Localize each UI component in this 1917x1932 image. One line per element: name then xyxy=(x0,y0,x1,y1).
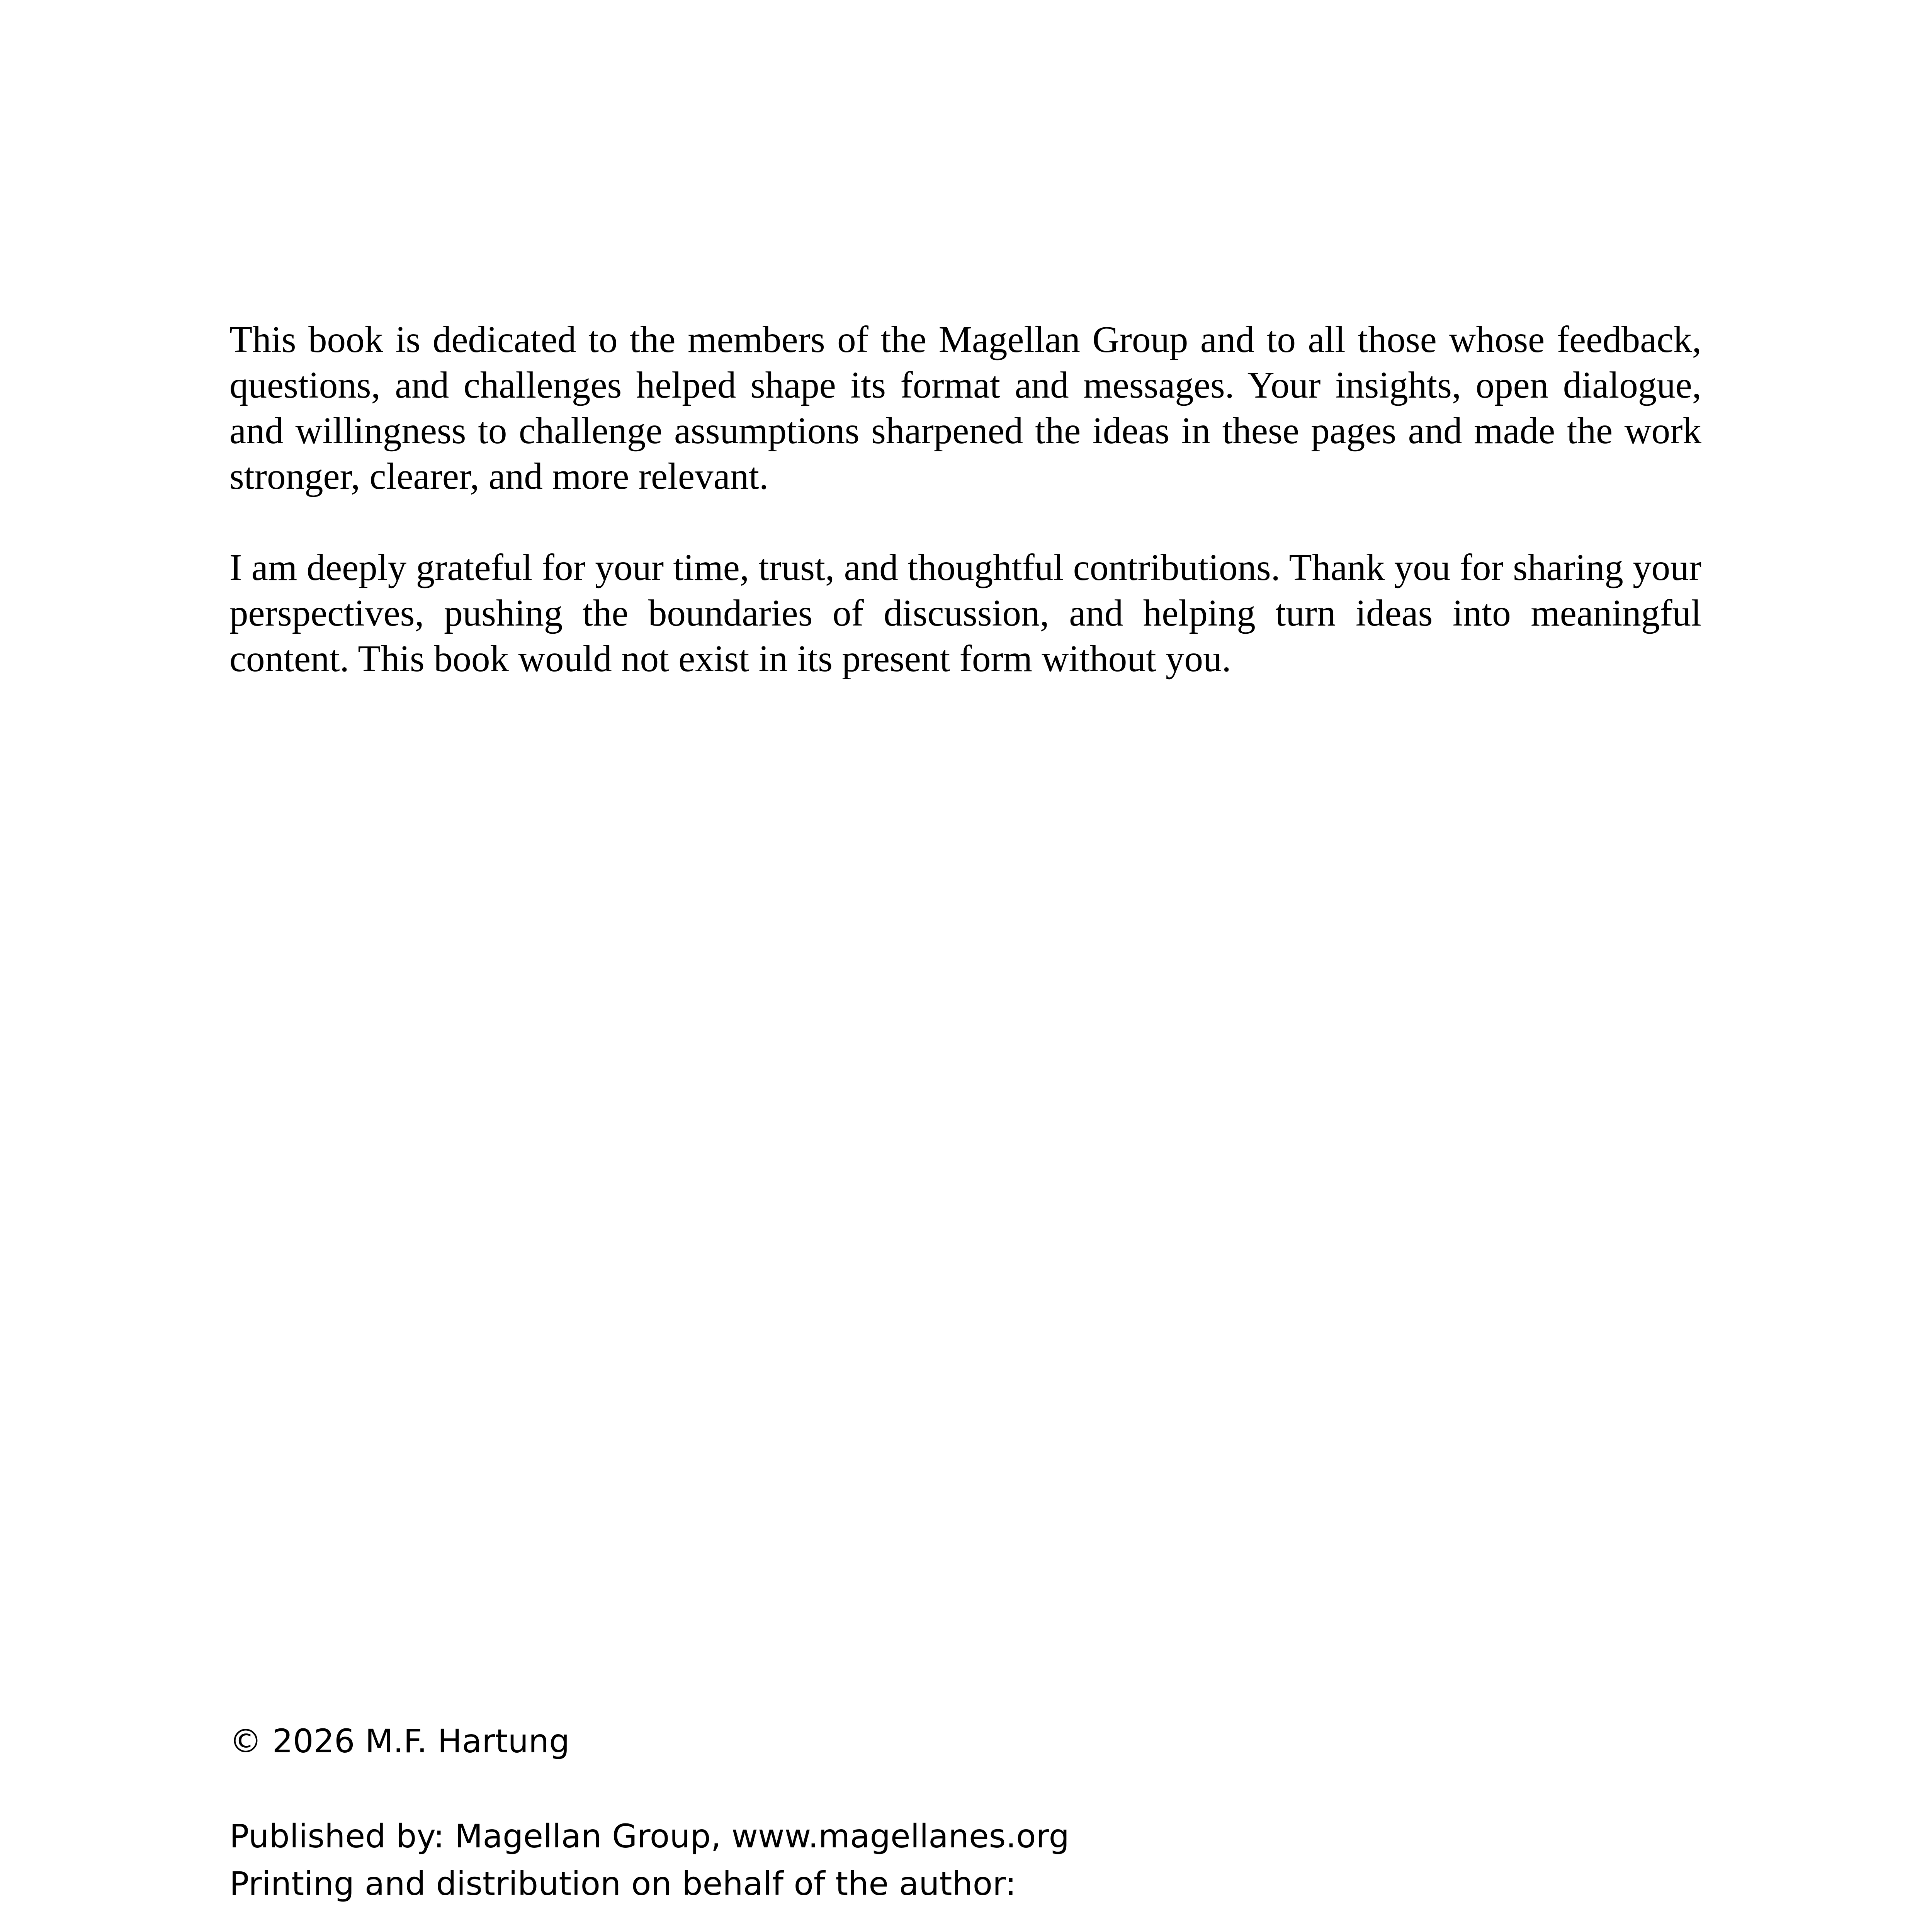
dedication-paragraph-2: I am deeply grateful for your time, trust, and thoughtful contributions. Thank you for sharing your perspectives, pushing the boundaries of discussion, and helping turn ideas into meaningful content. This book would not exist in its present form without you. xyxy=(229,547,1701,679)
copyright-notice: © 2026 M.F. Hartung xyxy=(229,1722,570,1760)
published-by: Published by: Magellan Group, www.magellanes.org xyxy=(229,1817,1069,1855)
printing-distribution: Printing and distribution on behalf of the author: xyxy=(229,1865,1016,1903)
publisher-block xyxy=(229,1813,1728,1908)
dedication xyxy=(229,317,1701,727)
imprint xyxy=(229,1718,1728,1932)
dedication-paragraph-1: This book is dedicated to the members of the Magellan Group and to all those whose feedback, questions, and challenges helped shape its format and messages. Your insights, open dialogue, and willingness to challenge assumptions sharpened the ideas in these pages and made the work stronger, clearer, and more relevant. xyxy=(229,319,1701,497)
copyright-block xyxy=(229,1718,1728,1765)
